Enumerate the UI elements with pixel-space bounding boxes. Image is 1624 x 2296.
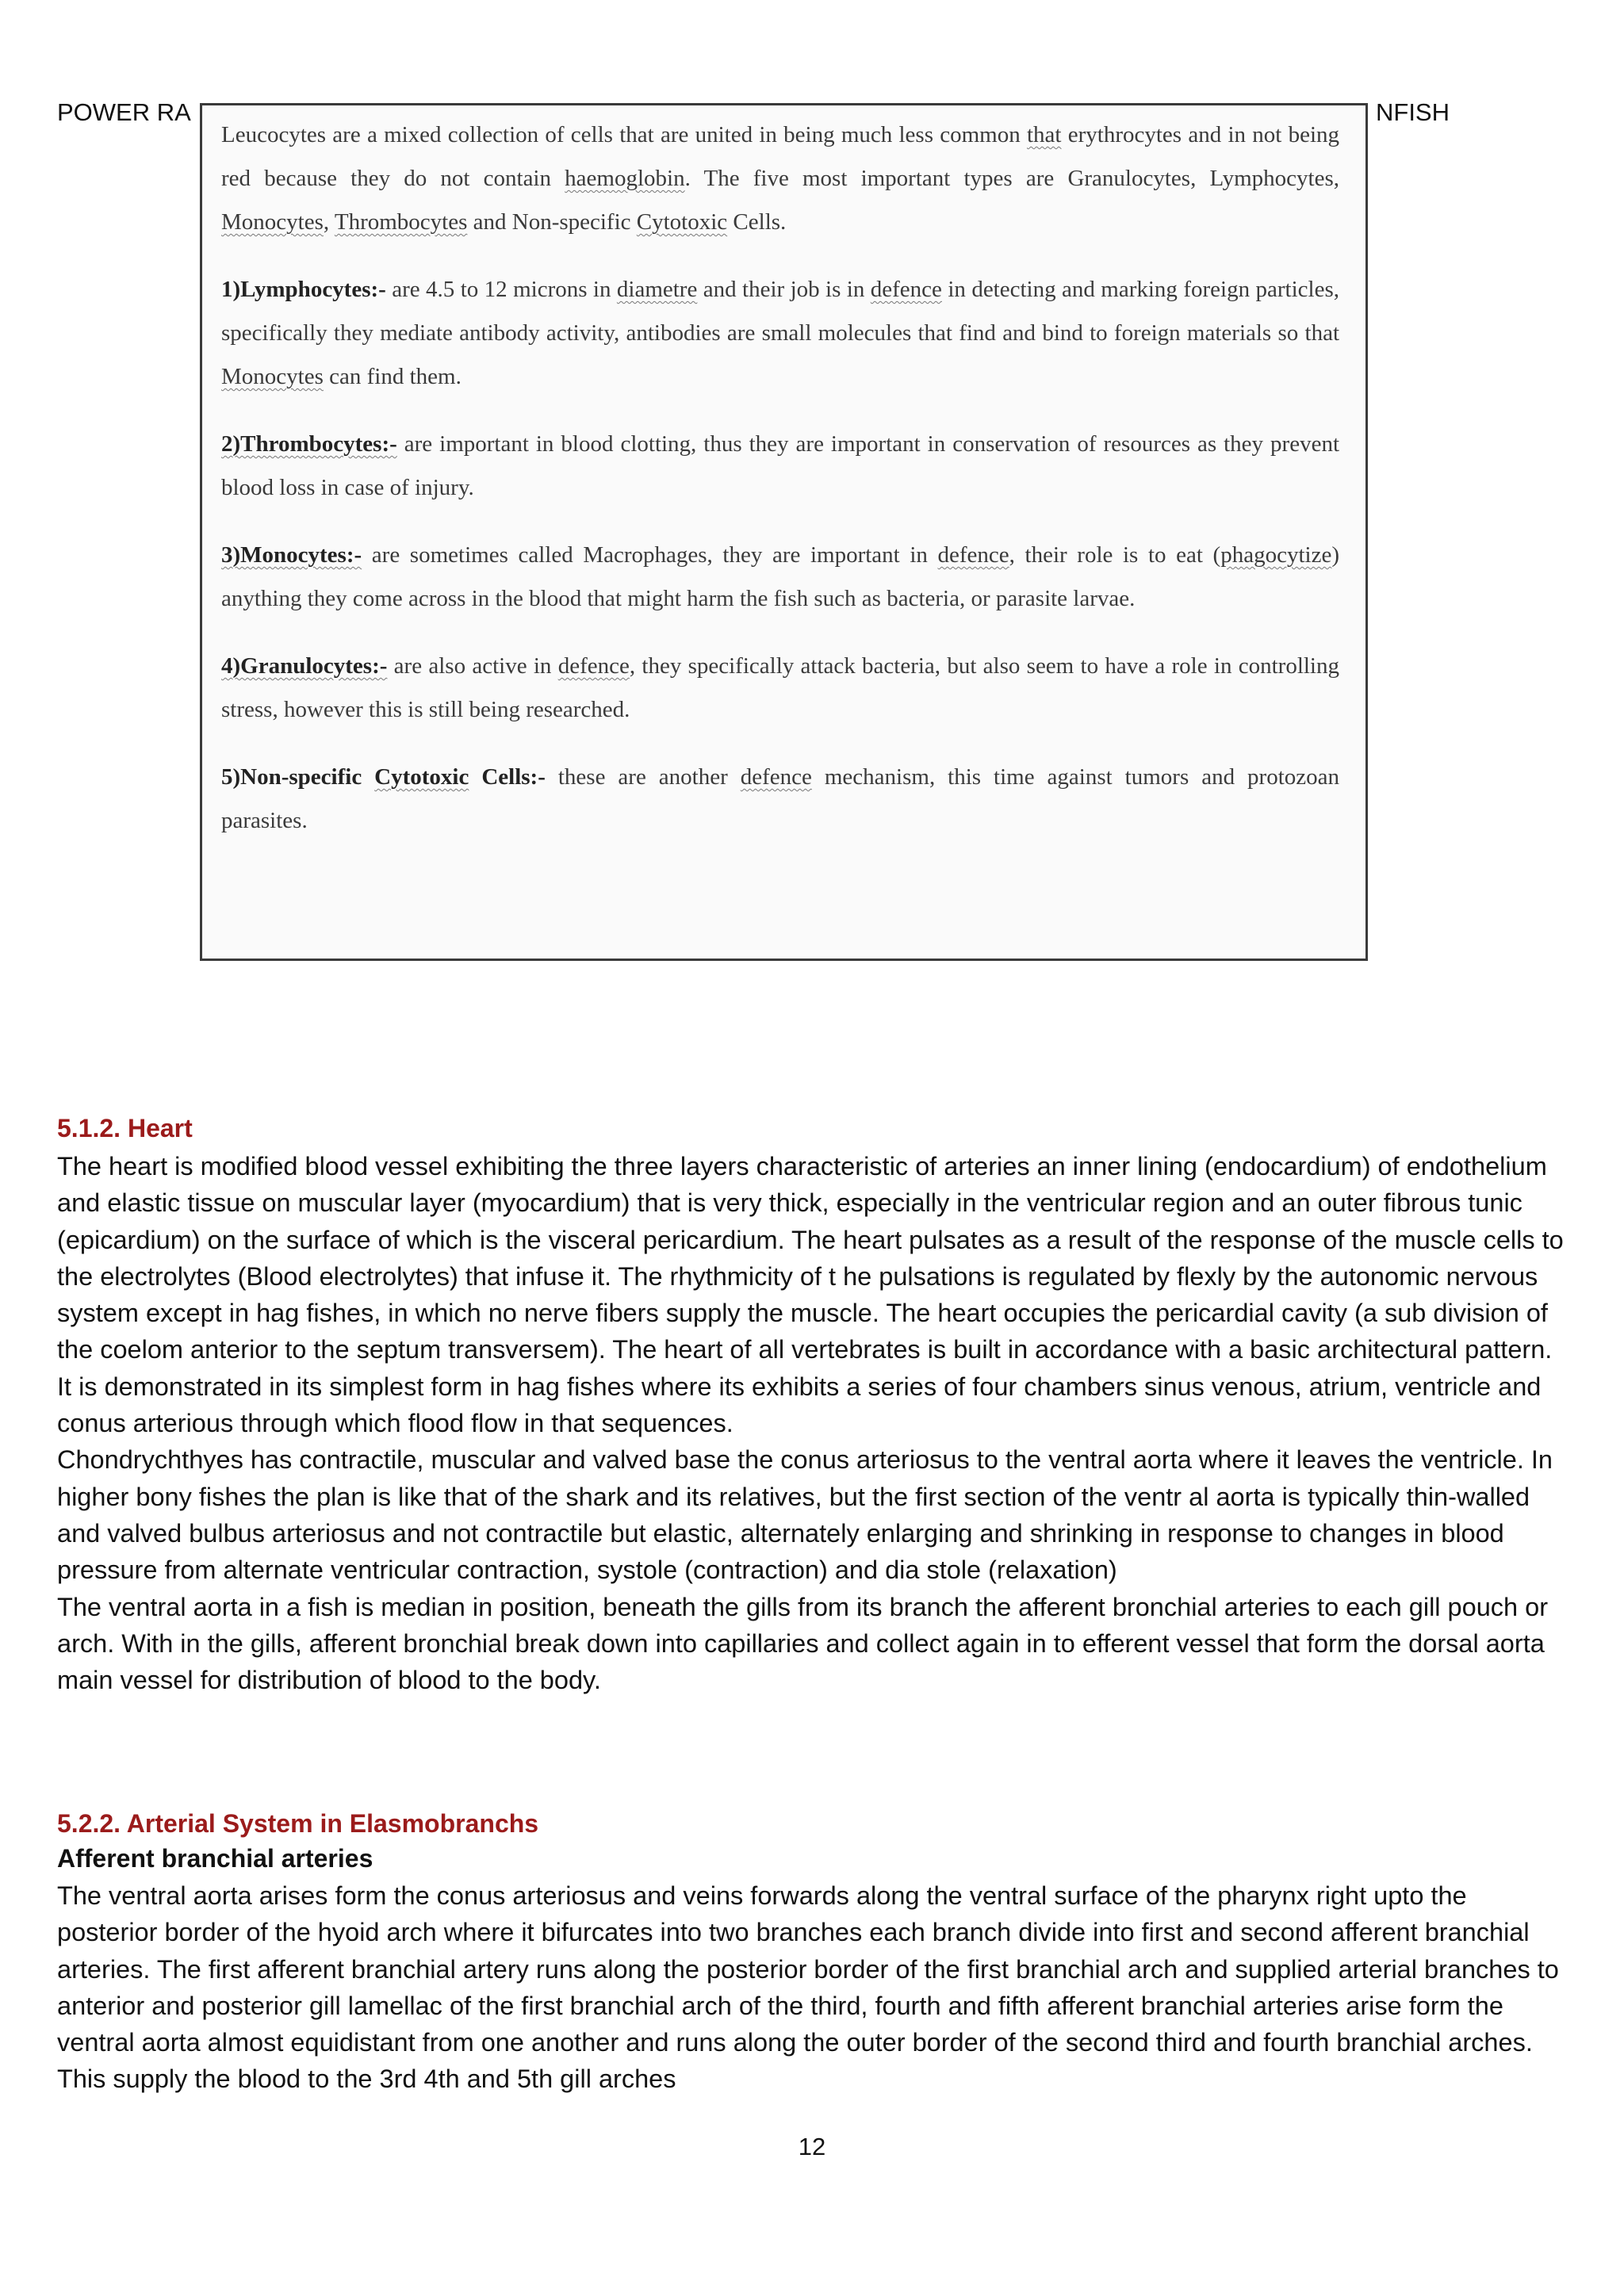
thrombocytes-term: 2)Thrombocytes:- [221, 431, 397, 457]
lymphocytes-term: 1)Lymphocytes:- [221, 277, 386, 302]
arterial-section-heading: 5.2.2. Arterial System in Elasmobranchs [57, 1809, 539, 1838]
leucocytes-figure [200, 103, 1368, 961]
monocytes-term: 3)Monocytes:- [221, 542, 362, 568]
afferent-branchial-subheading: Afferent branchial arteries [57, 1844, 373, 1873]
heart-paragraph-1: The heart is modified blood vessel exhibiting the three layers characteristic of arteries an inner lining (endocardium) of endothelium and elastic tissue on muscular layer (myocardium) that is very thick, especially in the ventricular region and an outer fibrous tunic (epicardium) on the surface of which is the visceral pericardium. The heart pulsates as a result of the response of the muscle cells to the electrolytes (Blood electrolytes) that infuse it. The rhythmicity of t he pulsations is regulated by flexly by the autonomic nervous system except in hag fishes, in which no nerve fibers supply the muscle. The heart occupies the pericardial cavity (a sub division of the coelom anterior to the septum transversem). The heart of all vertebrates is built in accordance with a basic architectural pattern. It is demonstrated in its simplest form in hag fishes where its exhibits a series of four chambers sinus venous, atrium, ventricle and conus arterious through which flood flow in that sequences. [57, 1152, 1564, 1438]
heart-section-body [57, 1148, 1565, 1698]
cytotoxic-term: 5)Non-specific Cytotoxic Cells:- [221, 764, 546, 790]
heart-paragraph-2: Chondrychthyes has contractile, muscular and valved base the conus arteriosus to the ventral aorta where it leaves the ventricle. In higher bony fishes the plan is like that of the shark and its relatives, but the first section of the ventr al aorta is typically thin-walled and valved bulbus arteriosus and not contractile but elastic, alternately enlarging and shrinking in response to changes in blood pressure from alternate ventricular contraction, systole (contraction) and dia stole (relaxation) [57, 1445, 1553, 1585]
figure-intro-paragraph: Leucocytes are a mixed collection of cells that are united in being much less common that erythrocytes and in not being red because they do not contain haemoglobin. The five most important types are Granulocytes, Lymphocytes, Monocytes, Thrombocytes and Non-specific Cytotoxic Cells. [221, 122, 1340, 235]
arterial-section-body [57, 1877, 1565, 2098]
figure-cytotoxic-paragraph: 5)Non-specific Cytotoxic Cells:- these are another defence mechanism, this time against tumors and protozoan parasites. [221, 764, 1340, 833]
figure-lymphocytes-paragraph: 1)Lymphocytes:- are 4.5 to 12 microns in diametre and their job is in defence in detecting and marking foreign particles, specifically they mediate antibody activity, antibodies are small molecules that find and bind to foreign materials so that Monocytes can find them. [221, 277, 1339, 389]
heart-section-heading: 5.1.2. Heart [57, 1114, 193, 1142]
running-header-right: NFISH [1376, 98, 1450, 126]
figure-granulocytes-paragraph: 4)Granulocytes:- are also active in defence, they specifically attack bacteria, but also seem to have a role in controlling stress, however this is still being researched. [221, 653, 1339, 722]
running-header-left: POWER RA [57, 98, 191, 126]
figure-monocytes-paragraph: 3)Monocytes:- are sometimes called Macrophages, they are important in defence, their role is to eat (phagocytize) anything they come across in the blood that might harm the fish such as bacteria, or parasite larvae. [221, 542, 1339, 611]
page-number: 12 [798, 2133, 826, 2160]
figure-thrombocytes-paragraph: 2)Thrombocytes:- are important in blood clotting, thus they are important in conservation of resources as they prevent blood loss in case of injury. [221, 431, 1339, 500]
arterial-paragraph-1: The ventral aorta arises form the conus arteriosus and veins forwards along the ventral surface of the pharynx right upto the posterior border of the hyoid arch where it bifurcates into two branches each branch divide into first and second afferent branchial arteries. The first afferent branchial artery runs along the posterior border of the first branchial arch and supplied arterial branches to anterior and posterior gill lamellac of the first branchial arch of the third, fourth and fifth afferent branchial arteries arise form the ventral aorta almost equidistant from one another and runs along the outer border of the second third and fourth branchial arches. This supply the blood to the 3rd 4th and 5th gill arches [57, 1881, 1559, 2094]
figure-text [221, 113, 1339, 867]
heart-paragraph-3: The ventral aorta in a fish is median in position, beneath the gills from its branch the afferent bronchial arteries to each gill pouch or arch. With in the gills, afferent bronchial break down into capillaries and collect again in to efferent vessel that form the dorsal aorta main vessel for distribution of blood to the body. [57, 1592, 1549, 1695]
granulocytes-term: 4)Granulocytes:- [221, 653, 388, 679]
